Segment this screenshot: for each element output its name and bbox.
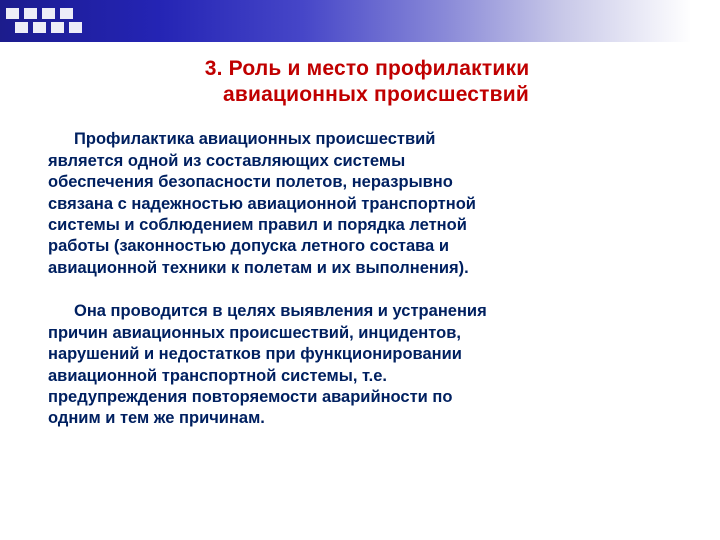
paragraph-1-line-7: авиационной техники к полетам и их выполнения). <box>48 258 469 277</box>
paragraph-1-line-6: работы (законностью допуска летного состава и <box>48 237 449 256</box>
slide-body <box>48 129 686 430</box>
paragraph-1-line-5: системы и соблюдением правил и порядка летной <box>48 215 467 234</box>
slide-title-line-2: авиационных происшествий <box>223 82 529 106</box>
paragraph-2-line-6: одним и тем же причинам. <box>48 409 265 428</box>
paragraph-2-line-3: нарушений и недостатков при функционировании <box>48 345 462 364</box>
slide-title-line-1: 3. Роль и место профилактики <box>204 57 530 80</box>
slide-title <box>54 56 680 107</box>
paragraph-2-line-1-text: Она проводится в целях выявления и устранения <box>74 302 487 321</box>
paragraph-2-line-5: предупреждения повторяемости аварийности по <box>48 388 453 407</box>
paragraph-1-line-2: является одной из составляющих системы <box>48 151 406 170</box>
paragraph-1-line-4: связана с надежностью авиационной транспортной <box>48 194 476 213</box>
paragraph-2-line-4: авиационной транспортной системы, т.е. <box>48 366 387 385</box>
checker-squares-decoration <box>0 8 120 34</box>
decorative-top-banner <box>0 0 720 42</box>
paragraph-1-line-3: обеспечения безопасности полетов, неразрывно <box>48 173 453 192</box>
paragraph-1-line-1-text: Профилактика авиационных происшествий <box>74 130 436 149</box>
paragraph-2-line-2: причин авиационных происшествий, инцидентов, <box>48 323 461 342</box>
paragraph-1-line-1 <box>48 129 686 150</box>
paragraph-2-line-1 <box>48 301 686 322</box>
paragraph-2 <box>48 301 686 430</box>
paragraph-1 <box>48 129 686 279</box>
slide-content <box>0 42 720 540</box>
